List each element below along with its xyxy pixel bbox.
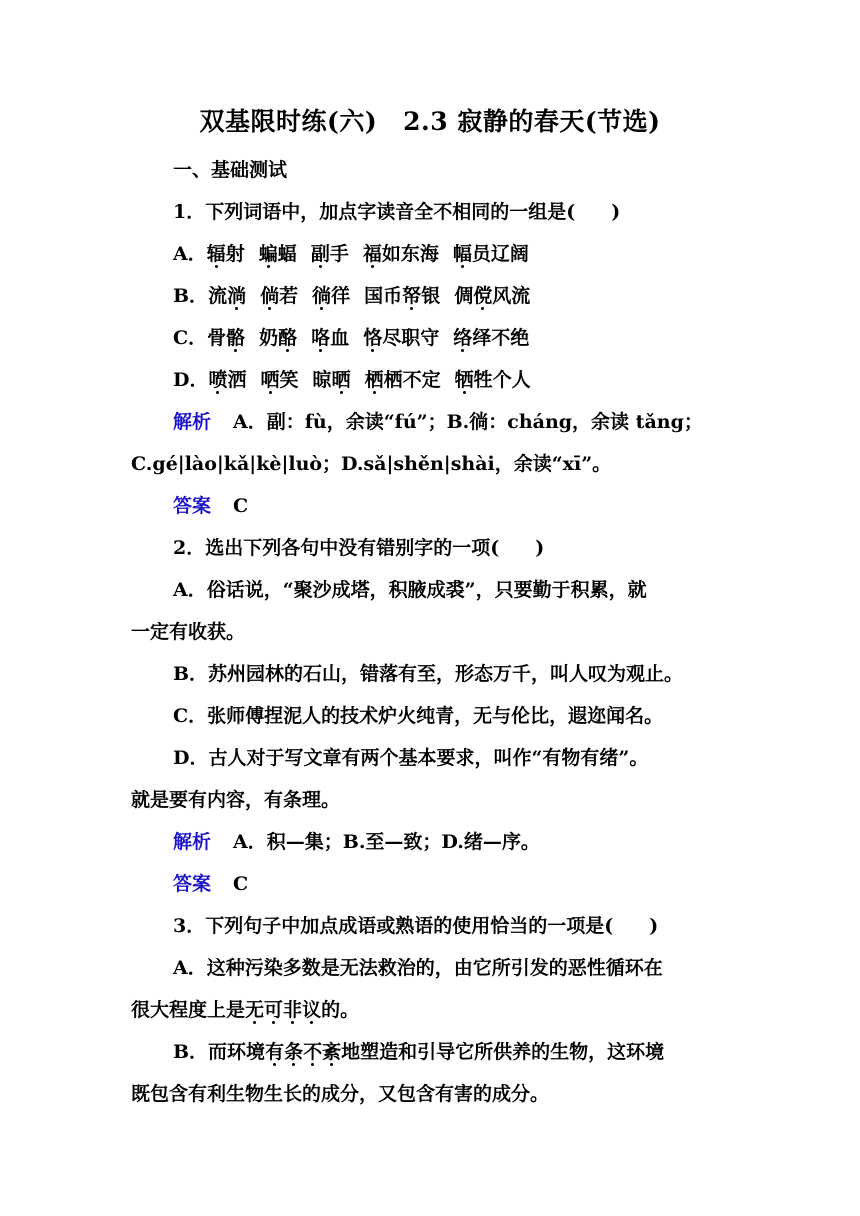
- answer-tag: 答案: [173, 495, 212, 517]
- section-heading: 一、基础测试: [173, 159, 288, 181]
- question-3-option-a-cont: 很大程度上是无可非议的。: [131, 999, 360, 1021]
- emphasis-dot-char: 晒: [331, 369, 351, 391]
- question-3-option-a: A．这种污染多数是无法救治的，由它所引发的恶性循环在: [173, 957, 663, 979]
- document-body: [131, 153, 731, 1119]
- question-2-option-d: D．古人对于写文章有两个基本要求，叫作“有物有绪”。: [173, 747, 649, 769]
- question-1-analysis: 解析 A．副：fù，余读“fú”；B.徜：cháng，余读 tǎng；: [173, 411, 703, 433]
- emphasis-dot-char: 议: [302, 999, 322, 1021]
- emphasis-dot-char: 喷: [208, 369, 228, 391]
- question-3-option-b-cont: 既包含有利生物生长的成分，又包含有害的成分。: [131, 1083, 550, 1105]
- question-2-option-d-cont: 就是要有内容，有条理。: [131, 789, 341, 811]
- question-1-analysis-cont: C.gé|lào|kǎ|kè|luò；D.sǎ|shěn|shài，余读“xī”。: [131, 453, 612, 475]
- option-word: 倜傥风流: [454, 285, 531, 307]
- answer-tag: 答案: [173, 873, 212, 895]
- option-word: 副手: [310, 243, 349, 265]
- question-2-option-a: A．俗话说，“聚沙成塔，积腋成裘”，只要勤于积累，就: [173, 579, 647, 601]
- emphasis-dot-char: 络: [453, 327, 473, 349]
- option-word: 牺牲个人: [454, 369, 531, 391]
- option-label: D．: [173, 369, 209, 391]
- emphasis-dot-char: 恪: [363, 327, 383, 349]
- emphasis-dot-char: 徜: [312, 285, 332, 307]
- option-word: 恪尽职守: [363, 327, 440, 349]
- question-2-option-c: C．张师傅捏泥人的技术炉火纯青，无与伦比，遐迩闻名。: [173, 705, 664, 727]
- emphasis-dot-char: 辐: [206, 243, 226, 265]
- title-lesson: 2.3 寂静的春天(节选): [403, 107, 661, 136]
- option-label: C．: [173, 327, 208, 349]
- emphasis-dot-char: 牺: [454, 369, 474, 391]
- analysis-tag: 解析: [173, 831, 212, 853]
- question-2-stem: 2．选出下列各句中没有错别字的一项( ): [173, 537, 545, 559]
- emphasis-dot-char: 紊: [322, 1041, 342, 1063]
- question-1-answer: 答案 C: [173, 495, 249, 517]
- option-word: 蝙蝠: [258, 243, 297, 265]
- dotted-idiom: [265, 1041, 341, 1063]
- option-word: 福如东海: [362, 243, 439, 265]
- emphasis-dot-char: 帑: [402, 285, 422, 307]
- emphasis-dot-char: 蝙: [258, 243, 278, 265]
- emphasis-dot-char: 幅: [452, 243, 472, 265]
- option-word: 幅员辽阔: [452, 243, 529, 265]
- emphasis-dot-char: 淌: [227, 285, 247, 307]
- option-label: B．: [173, 285, 209, 307]
- emphasis-dot-char: 非: [283, 999, 303, 1021]
- option-word: 栖栖不定: [364, 369, 441, 391]
- emphasis-dot-char: 哂: [260, 369, 280, 391]
- emphasis-dot-char: 酪: [278, 327, 298, 349]
- emphasis-dot-char: 栖: [364, 369, 384, 391]
- question-1-option-c: [131, 321, 731, 363]
- emphasis-dot-char: 无: [245, 999, 265, 1021]
- question-1-option-b: [131, 279, 731, 321]
- emphasis-dot-char: 条: [284, 1041, 304, 1063]
- option-label: A．: [173, 243, 207, 265]
- question-1-stem: 1．下列词语中，加点字读音全不相同的一组是( ): [173, 201, 621, 223]
- question-1-option-d: [131, 363, 731, 405]
- option-word: 倘若: [260, 285, 299, 307]
- option-word: 喷洒: [208, 369, 247, 391]
- emphasis-dot-char: 福: [362, 243, 382, 265]
- option-word: 辐射: [206, 243, 245, 265]
- emphasis-dot-char: 不: [303, 1041, 323, 1063]
- option-word: 咯血: [311, 327, 350, 349]
- question-2-analysis: 解析 A．积—集；B.至—致；D.绪—序。: [173, 831, 540, 853]
- dotted-idiom: [245, 999, 321, 1021]
- question-3-option-b: B．而环境有条不紊地塑造和引导它所供养的生物，这环境: [173, 1041, 665, 1063]
- question-3-stem: 3．下列句子中加点成语或熟语的使用恰当的一项是( ): [173, 915, 659, 937]
- emphasis-dot-char: 可: [264, 999, 284, 1021]
- page-title: [0, 102, 860, 138]
- option-word: 骨骼: [207, 327, 246, 349]
- emphasis-dot-char: 副: [310, 243, 330, 265]
- question-2-option-a-cont: 一定有收获。: [131, 621, 246, 643]
- emphasis-dot-char: 倘: [260, 285, 280, 307]
- emphasis-dot-char: 傥: [473, 285, 493, 307]
- option-word: 徜徉: [312, 285, 351, 307]
- analysis-tag: 解析: [173, 411, 212, 433]
- emphasis-dot-char: 骼: [226, 327, 246, 349]
- question-2-option-b: B．苏州园林的石山，错落有至，形态万千，叫人叹为观止。: [173, 663, 684, 685]
- option-word: 奶酪: [259, 327, 298, 349]
- emphasis-dot-char: 咯: [311, 327, 331, 349]
- option-word: 络绎不绝: [453, 327, 530, 349]
- question-1-option-a: [131, 237, 731, 279]
- emphasis-dot-char: 有: [265, 1041, 285, 1063]
- option-word: 晾晒: [312, 369, 351, 391]
- question-2-answer: 答案 C: [173, 873, 249, 895]
- option-word: 哂笑: [260, 369, 299, 391]
- option-word: 流淌: [208, 285, 247, 307]
- title-series: 双基限时练(六): [199, 107, 378, 136]
- option-word: 国币帑银: [364, 285, 441, 307]
